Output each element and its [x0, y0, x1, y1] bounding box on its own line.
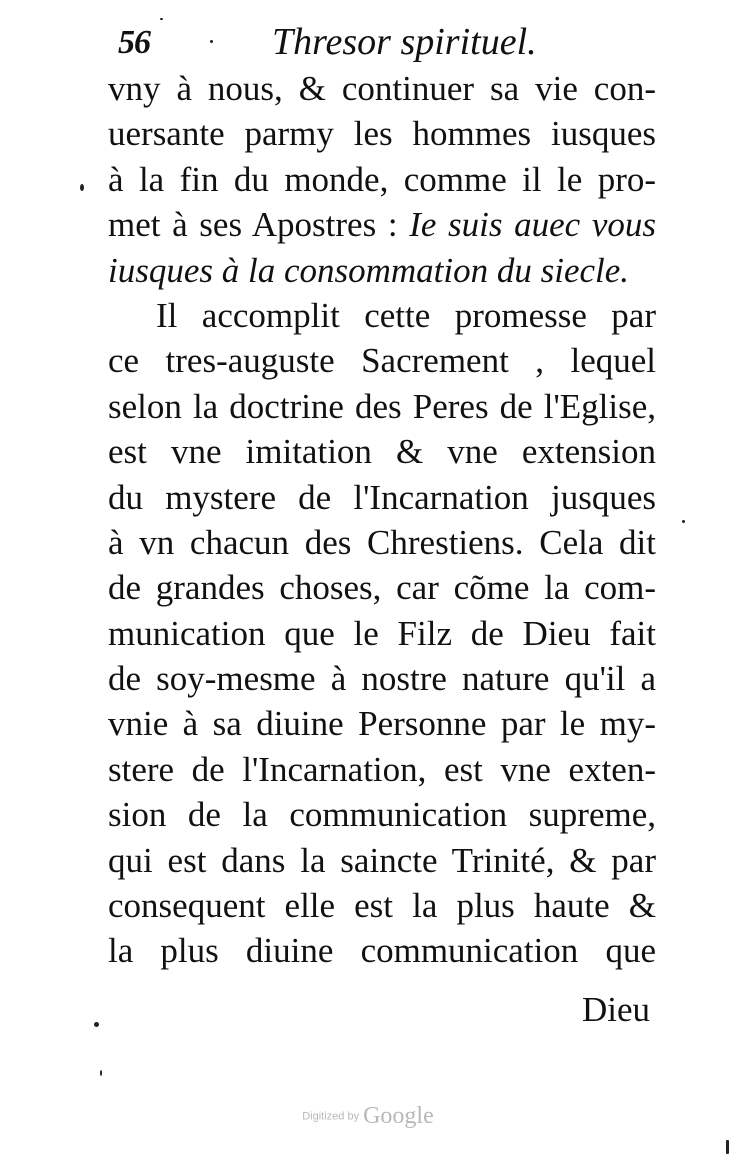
scan-speck [80, 184, 84, 191]
catchword: Dieu [581, 990, 650, 1029]
text-line: selon la doctrine des Peres de l'Eglise, [108, 386, 656, 426]
text-line: à la fin du monde, comme il le pro- [108, 159, 656, 199]
body-text [108, 66, 656, 974]
text-line: munication que le Filz de Dieu fait [108, 613, 656, 653]
text-line: qui est dans la saincte Trinité, & par [108, 840, 656, 880]
watermark-prefix: Digitized by [302, 1110, 360, 1123]
scan-speck [160, 18, 163, 20]
page-number: 56 [118, 24, 150, 61]
text-line: vny à nous, & continuer sa vie con- [108, 69, 656, 108]
text-line: de soy-mesme à nostre nature qu'il a [108, 659, 656, 699]
text-line: uersante parmy les hommes iusques [108, 114, 656, 154]
scan-speck [726, 1140, 729, 1154]
text-line: est vne imitation & vne extension [108, 432, 656, 472]
scan-speck [100, 1070, 102, 1076]
text-line-roman-part: met à ses Apostres : [108, 205, 410, 245]
text-line: sion de la communication supreme, [108, 795, 656, 835]
text-line: ce tres-auguste Sacrement , lequel [108, 341, 656, 381]
text-line: de grandes choses, car cõme la com- [108, 568, 656, 608]
paragraph-start-line: Il accomplit cette promesse par [156, 295, 656, 335]
scan-speck [682, 520, 685, 523]
text-line-italic-part: Ie suis auec vous [409, 205, 656, 245]
text-line: consequent elle est la plus haute & [108, 886, 656, 926]
watermark-brand: Google [363, 1103, 434, 1129]
scan-speck [94, 1022, 99, 1027]
text-line-mixed [108, 202, 656, 247]
text-line: la plus diuine communication que [108, 931, 656, 971]
digitization-watermark [0, 1103, 736, 1130]
scan-speck [210, 40, 213, 43]
text-line: à vn chacun des Chrestiens. Cela dit [108, 522, 656, 562]
text-line: vnie à sa diuine Personne par le my- [108, 704, 656, 744]
page-header [112, 18, 652, 68]
running-head: Thresor spirituel. [272, 21, 537, 63]
text-line: stere de l'Incarnation, est vne exten- [108, 749, 656, 789]
text-line: du mystere de l'Incarnation jusques [108, 477, 656, 517]
text-line-italic: iusques à la consommation du siecle. [108, 250, 630, 290]
